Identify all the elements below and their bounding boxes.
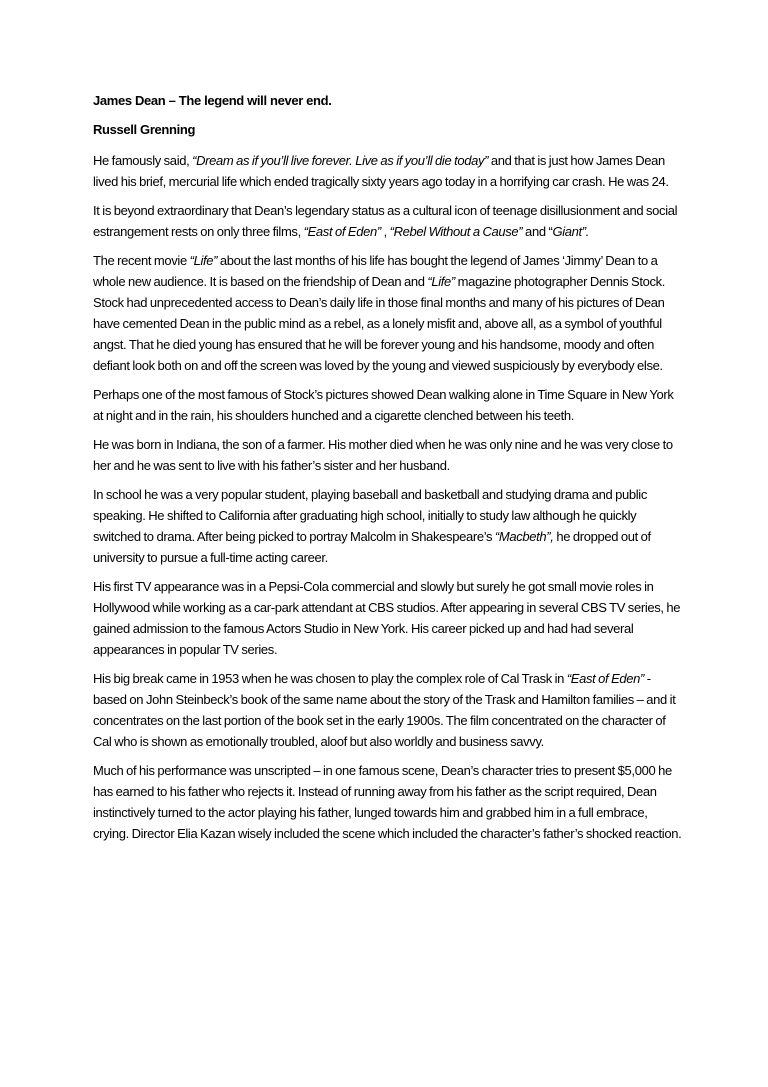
paragraph xyxy=(93,484,683,568)
italic-text: “East of Eden” xyxy=(566,671,645,686)
text-run: He famously said, xyxy=(93,153,193,168)
paragraph xyxy=(93,384,683,426)
text-run: Perhaps one of the most famous of Stock’s pictures showed Dean walking alone in Time Square in New York at night and in the rain, his shoulders hunched and a cigarette clenched between his teeth. xyxy=(93,387,674,423)
text-run: The recent movie xyxy=(93,253,190,268)
text-run: He was born in Indiana, the son of a farmer. His mother died when he was only nine and he was very close to her and he was sent to live with his father’s sister and her husband. xyxy=(93,437,673,473)
italic-text: “Macbeth”, xyxy=(494,529,554,544)
text-run: In school he was a very popular student, playing baseball and basketball and studying drama and public speaking. He shifted to California after graduating high school, initially to study law although he quickly switched to drama. After being picked to portray Malcolm in Shakespeare’s xyxy=(93,487,647,544)
text-run: he dropped out of university to pursue a full-time acting career. xyxy=(93,529,651,565)
text-run: and “ xyxy=(522,224,553,239)
italic-text: “Life” xyxy=(189,253,218,268)
paragraph xyxy=(93,576,683,660)
text-run: His first TV appearance was in a Pepsi-Cola commercial and slowly but surely he got small movie roles in Hollywood while working as a car-park attendant at CBS studios. After appearing in several CBS TV series, he gained admission to the famous Actors Studio in New York. His career picked up and had had several appearances in popular TV series. xyxy=(93,579,681,657)
paragraph xyxy=(93,434,683,476)
text-run: , xyxy=(380,224,390,239)
paragraph xyxy=(93,150,683,192)
paragraph xyxy=(93,250,683,376)
paragraph xyxy=(93,668,683,752)
article-title: James Dean – The legend will never end. xyxy=(93,93,332,108)
text-run: His big break came in 1953 when he was chosen to play the complex role of Cal Trask in xyxy=(93,671,567,686)
text-run: Much of his performance was unscripted – in one famous scene, Dean’s character tries to present $5,000 he has earned to his father who rejects it. Instead of running away from his father as the script required, Dean instinctively turned to the actor playing his father, lunged towards him and grabbed him in a full embrace, crying. Director Elia Kazan wisely included the scene which included the character’s father’s shocked reaction. xyxy=(93,763,682,841)
italic-text: “Dream as if you’ll live forever. Live as if you’ll die today” xyxy=(192,153,489,168)
italic-text: Giant”. xyxy=(552,224,590,239)
italic-text: “Life” xyxy=(427,274,455,289)
text-run: - based on John Steinbeck’s book of the same name about the story of the Trask and Hamilton families – and it concentrates on the last portion of the book set in the early 1900s. The film concentrated on the character of Cal who is shown as emotionally troubled, aloof but also worldly and business savvy. xyxy=(93,671,676,749)
italic-text: “Rebel Without a Cause” xyxy=(389,224,523,239)
paragraph xyxy=(93,200,683,242)
text-run: magazine photographer Dennis Stock. Stock had unprecedented access to Dean’s daily life in those final months and many of his pictures of Dean have cemented Dean in the public mind as a rebel, as a lonely misfit and, above all, as a symbol of youthful angst. That he died young has ensured that he will be forever young and his handsome, moody and often defiant look both on and off the screen was loved by the young and viewed suspiciously by everybody else. xyxy=(93,274,666,373)
article-author: Russell Grenning xyxy=(93,122,196,137)
article-body xyxy=(93,150,683,844)
text-run: and that is just how James Dean lived his brief, mercurial life which ended tragically sixty years ago today in a horrifying car crash. He was 24. xyxy=(93,153,669,189)
paragraph xyxy=(93,760,683,844)
text-run: It is beyond extraordinary that Dean’s legendary status as a cultural icon of teenage disillusionment and social estrangement rests on only three films, xyxy=(93,203,678,239)
document-page xyxy=(93,92,683,852)
italic-text: “East of Eden” xyxy=(303,224,381,239)
text-run: about the last months of his life has bought the legend of James ‘Jimmy’ Dean to a whole new audience. It is based on the friendship of Dean and xyxy=(93,253,658,289)
